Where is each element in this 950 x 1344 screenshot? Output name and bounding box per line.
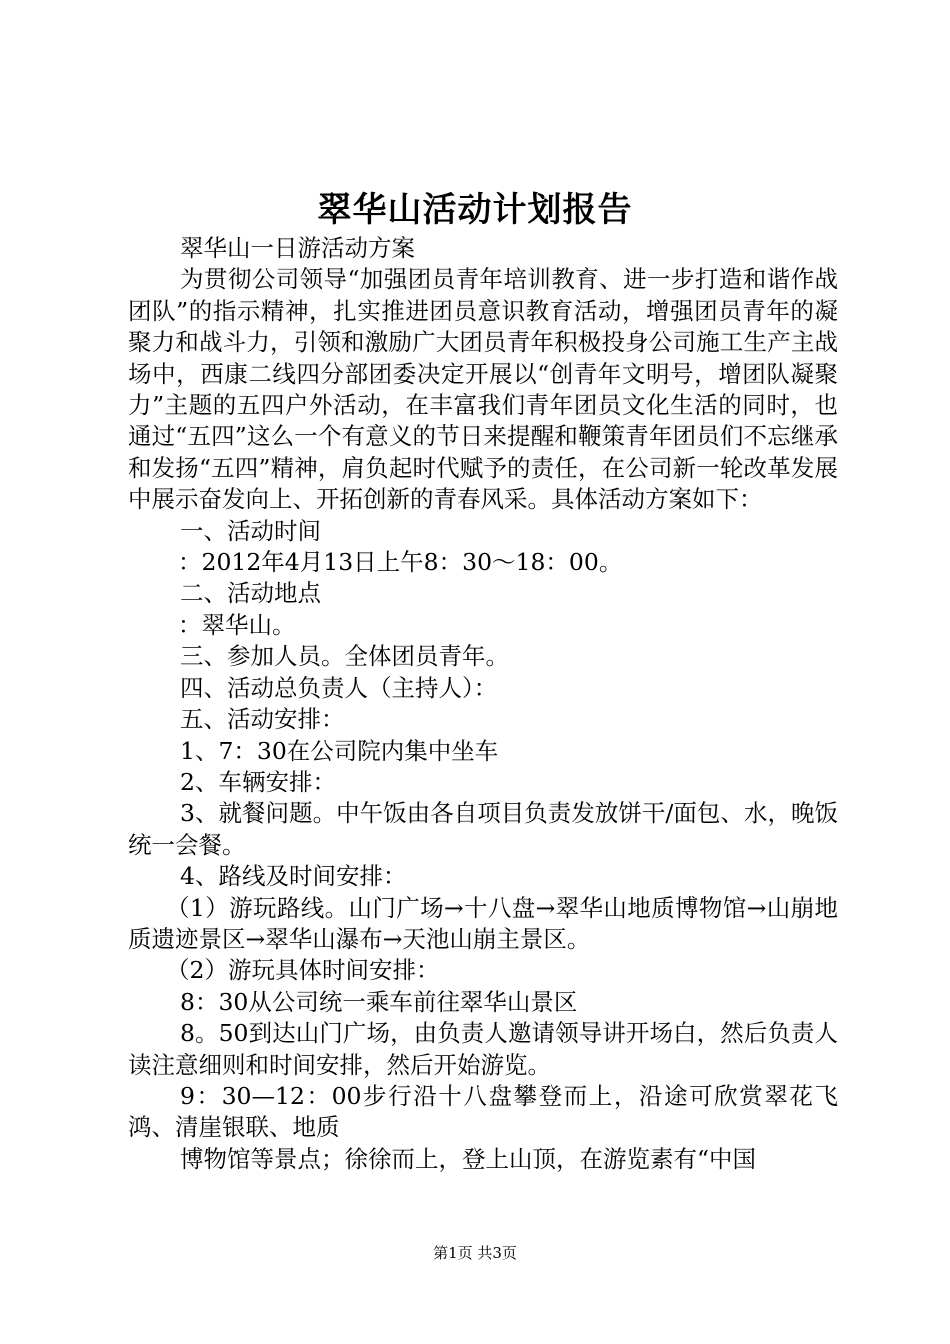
arrangement-item-1: 1、7：30在公司院内集中坐车 [180, 736, 499, 765]
subtitle-paragraph: 翠华山一日游活动方案 [180, 234, 415, 262]
time-detail: ：2012年4月13日上午8：30～18：00。 [178, 548, 623, 577]
schedule-continuation: 博物馆等景点；徐徐而上，登上山顶，在游览素有“中国 [180, 1144, 757, 1173]
section-leader: 四、活动总负责人（主持人）： [180, 673, 498, 702]
page-footer: 第1页 共3页 [433, 1244, 517, 1262]
arrangement-item-2: 2、车辆安排： [180, 767, 336, 796]
section-arrangement: 五、活动安排： [180, 705, 345, 734]
section-participants: 三、参加人员。全体团员青年。 [180, 642, 509, 671]
intro-paragraph: 为贯彻公司领导“加强团员青年培训教育、进一步打造和谐作战团队”的指示精神，扎实推进团员意识教育活动，增强团员青年的凝聚力和战斗力，引领和激励广大团员青年积极投身公司施工生产主战场中，西康二线四分部团委决定开展以“创青年文明号，增团队凝聚力”主题的五四户外活动，在丰富我们青年团员文化生活的同时，也通过“五四”这么一个有意义的节日来提醒和鞭策青年团员们不忘继承和发扬“五四”精神，肩负起时代赋予的责任，在公司新一轮改革发展中展示奋发向上、开拓创新的青春风采。具体活动方案如下： [128, 265, 838, 514]
section-heading-time: 一、活动时间 [180, 516, 321, 545]
schedule-item-0850: 8。50到达山门广场，由负责人邀请领导讲开场白，然后负责人读注意细则和时间安排，然后开始游览。 [128, 1019, 838, 1079]
document-title: 翠华山活动计划报告 [317, 190, 633, 230]
schedule-heading: （2）游玩具体时间安排： [166, 956, 440, 985]
arrangement-item-3: 3、就餐问题。中午饭由各自项目负责发放饼干/面包、水，晚饭统一会餐。 [128, 799, 838, 859]
document-body [128, 233, 838, 1175]
schedule-item-0830: 8：30从公司统一乘车前往翠华山景区 [180, 987, 578, 1016]
location-detail: ：翠华山。 [178, 610, 296, 639]
section-heading-location: 二、活动地点 [180, 579, 321, 608]
route-paragraph: （1）游玩路线。山门广场→十八盘→翠华山地质博物馆→山崩地质遗迹景区→翠华山瀑布→天池山崩主景区。 [128, 893, 838, 953]
schedule-item-0930: 9：30—12：00步行沿十八盘攀登而上，沿途可欣赏翠花飞鸿、清崖银联、地质 [128, 1081, 838, 1142]
arrangement-item-4: 4、路线及时间安排： [180, 862, 407, 891]
